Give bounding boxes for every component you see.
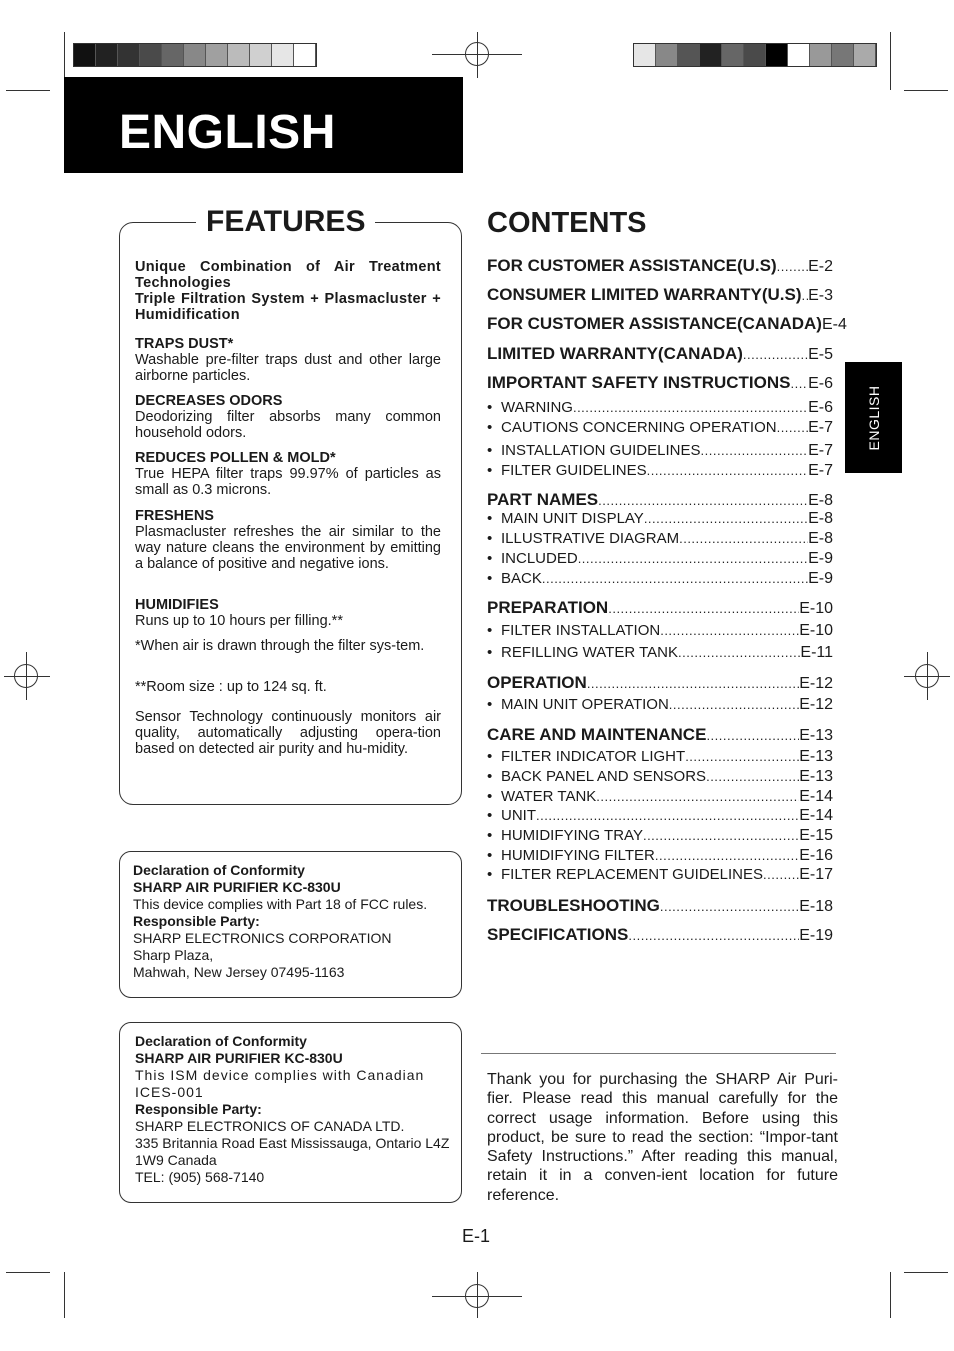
features-heading: FEATURES xyxy=(196,205,375,239)
toc-entry xyxy=(487,373,833,393)
toc-page: E-5 xyxy=(808,346,833,363)
features-note: **Room size : up to 124 sq. ft. xyxy=(135,679,327,695)
toc-label: IMPORTANT SAFETY INSTRUCTIONS xyxy=(487,373,791,392)
features-note: Sensor Technology continuously monitors air quality, automatically adjusting opera-tion based on detected air purity and hu-midity. xyxy=(135,709,441,757)
toc-leader-dots xyxy=(777,420,809,435)
toc-entry xyxy=(487,673,833,693)
feature-item xyxy=(135,336,441,384)
toc-subentry xyxy=(487,644,833,662)
toc-leader-dots xyxy=(777,259,808,274)
feature-text: Runs up to 10 hours per filling.** xyxy=(135,613,343,629)
side-tab-label: ENGLISH xyxy=(865,385,882,450)
toc-page: E-14 xyxy=(799,788,833,805)
toc-label: • FILTER INDICATOR LIGHT xyxy=(487,748,685,765)
toc-label: • CAUTIONS CONCERNING OPERATION xyxy=(487,419,777,436)
feature-item xyxy=(135,450,441,498)
toc-leader-dots xyxy=(655,848,799,863)
toc-label: • BACK PANEL AND SENSORS xyxy=(487,768,706,785)
toc-entry xyxy=(487,598,833,618)
responsible-party-line: TEL: (905) 568-7140 xyxy=(135,1169,265,1185)
toc-label: SPECIFICATIONS xyxy=(487,925,629,944)
toc-leader-dots xyxy=(669,697,799,712)
toc-subentry xyxy=(487,550,833,568)
toc-page: E-17 xyxy=(799,866,833,883)
toc-subentry xyxy=(487,866,833,884)
toc-subentry xyxy=(487,510,833,528)
feature-item xyxy=(135,508,441,572)
toc-subentry xyxy=(487,748,833,766)
toc-leader-dots xyxy=(644,511,808,526)
toc-page: E-10 xyxy=(799,600,833,617)
feature-title: HUMIDIFIES xyxy=(135,597,219,613)
feature-text: Washable pre-filter traps dust and other large airborne particles. xyxy=(135,352,441,384)
toc-page: E-7 xyxy=(808,419,833,436)
toc-subentry xyxy=(487,570,833,588)
toc-label: CARE AND MAINTENANCE xyxy=(487,725,707,744)
feature-item xyxy=(135,597,441,629)
toc-label: • INSTALLATION GUIDELINES xyxy=(487,442,701,459)
feature-item xyxy=(135,393,441,441)
toc-leader-dots xyxy=(542,571,808,586)
features-intro xyxy=(135,259,441,323)
toc-page: E-4 xyxy=(821,316,847,333)
toc-page: E-8 xyxy=(808,492,833,509)
toc-subentry xyxy=(487,696,833,714)
toc-page: E-18 xyxy=(799,898,833,915)
toc-subentry xyxy=(487,807,833,825)
toc-subentry xyxy=(487,462,833,480)
toc-entry xyxy=(487,896,833,916)
toc-leader-dots xyxy=(660,623,799,638)
toc-label: FOR CUSTOMER ASSISTANCE(U.S) xyxy=(487,256,777,275)
toc-label: • ILLUSTRATIVE DIAGRAM xyxy=(487,530,679,547)
toc-leader-dots xyxy=(706,769,799,784)
toc-subentry xyxy=(487,399,833,417)
features-intro-line2: Triple Filtration System + Plasmacluster + Humidification xyxy=(135,291,441,323)
feature-text: True HEPA filter traps 99.97% of particles as small as 0.3 microns. xyxy=(135,466,441,498)
toc-page: E-19 xyxy=(799,927,833,944)
toc-leader-dots xyxy=(596,789,799,804)
feature-text: Deodorizing filter absorbs many common household odors. xyxy=(135,409,441,441)
toc-label: LIMITED WARRANTY(CANADA) xyxy=(487,344,743,363)
responsible-party-label: Responsible Party: xyxy=(133,913,260,929)
toc-page: E-10 xyxy=(799,622,833,639)
toc-subentry xyxy=(487,768,833,786)
declaration-model: SHARP AIR PURIFIER KC-830U xyxy=(133,879,341,895)
toc-page: E-16 xyxy=(799,847,833,864)
toc-leader-dots xyxy=(536,808,799,823)
toc-label: PREPARATION xyxy=(487,598,609,617)
responsible-party-line: SHARP ELECTRONICS CORPORATION xyxy=(133,930,392,946)
toc-entry xyxy=(487,285,833,305)
toc-page: E-13 xyxy=(799,727,833,744)
toc-leader-dots xyxy=(678,645,800,660)
declaration-canada xyxy=(135,1033,451,1186)
toc-page: E-13 xyxy=(799,768,833,785)
responsible-party-label: Responsible Party: xyxy=(135,1101,262,1117)
toc-label: • INCLUDED xyxy=(487,550,578,567)
toc-label: • REFILLING WATER TANK xyxy=(487,644,678,661)
toc-entry xyxy=(487,925,833,945)
toc-leader-dots xyxy=(706,728,799,743)
toc-page: E-7 xyxy=(808,462,833,479)
toc-leader-dots xyxy=(608,601,799,616)
toc-page: E-11 xyxy=(800,644,833,661)
declaration-compliance: This ISM device complies with Canadian ICES-001 xyxy=(135,1067,425,1100)
toc-page: E-9 xyxy=(808,550,833,567)
toc-subentry xyxy=(487,442,833,460)
toc-entry xyxy=(487,344,833,364)
contents-heading: CONTENTS xyxy=(487,207,647,239)
feature-text: Plasmacluster refreshes the air similar to the way nature cleans the environment by emitting a balance of positive and negative ions. xyxy=(135,524,441,572)
toc-label: TROUBLESHOOTING xyxy=(487,896,660,915)
toc-page: E-8 xyxy=(808,530,833,547)
toc-leader-dots xyxy=(679,531,808,546)
feature-title: TRAPS DUST* xyxy=(135,336,234,352)
feature-title: REDUCES POLLEN & MOLD* xyxy=(135,450,336,466)
toc-leader-dots xyxy=(628,928,799,943)
toc-label: • FILTER INSTALLATION xyxy=(487,622,660,639)
toc-label: • FILTER REPLACEMENT GUIDELINES xyxy=(487,866,763,883)
toc-label: • HUMIDIFYING FILTER xyxy=(487,847,655,864)
toc-page: E-3 xyxy=(808,287,833,304)
toc-leader-dots xyxy=(647,463,809,478)
toc-leader-dots xyxy=(801,288,808,303)
toc-label: CONSUMER LIMITED WARRANTY(U.S) xyxy=(487,285,802,304)
responsible-party-line: Mahwah, New Jersey 07495-1163 xyxy=(133,964,345,980)
section-divider xyxy=(481,1053,836,1054)
toc-subentry xyxy=(487,530,833,548)
toc-entry xyxy=(487,725,833,745)
toc-page: E-7 xyxy=(808,442,833,459)
toc-page: E-14 xyxy=(799,807,833,824)
toc-page: E-2 xyxy=(808,258,833,275)
language-banner xyxy=(64,77,463,173)
toc-label: PART NAMES xyxy=(487,490,599,509)
toc-label: • HUMIDIFYING TRAY xyxy=(487,827,643,844)
toc-label: • UNIT xyxy=(487,807,536,824)
declaration-model: SHARP AIR PURIFIER KC-830U xyxy=(135,1050,343,1066)
toc-leader-dots xyxy=(573,400,808,415)
toc-label: • WATER TANK xyxy=(487,788,596,805)
toc-leader-dots xyxy=(701,443,809,458)
responsible-party-line: 335 Britannia Road East Mississauga, Ontario L4Z 1W9 Canada xyxy=(135,1135,450,1168)
responsible-party-line: Sharp Plaza, xyxy=(133,947,214,963)
thank-you-paragraph: Thank you for purchasing the SHARP Air Puri-fier. Please read this manual carefully for the correct usage information. Before using this product, be sure to read the section: “Impor-tant Safety Instructions.” After reading this manual, retain it in a conven-ient location for future reference. xyxy=(487,1071,838,1204)
toc-label: • WARNING xyxy=(487,399,573,416)
toc-label: • BACK xyxy=(487,570,542,587)
toc-label: FOR CUSTOMER ASSISTANCE(CANADA) xyxy=(487,314,822,333)
toc-leader-dots xyxy=(660,899,799,914)
toc-leader-dots xyxy=(763,867,799,882)
declaration-us xyxy=(133,862,457,981)
toc-label: • MAIN UNIT OPERATION xyxy=(487,696,669,713)
toc-page: E-8 xyxy=(808,510,833,527)
features-intro-line1: Unique Combination of Air Treatment Technologies xyxy=(135,259,441,291)
feature-title: DECREASES ODORS xyxy=(135,393,283,409)
toc-subentry xyxy=(487,827,833,845)
responsible-party-line: SHARP ELECTRONICS OF CANADA LTD. xyxy=(135,1118,405,1134)
toc-entry xyxy=(487,256,833,276)
toc-label: • MAIN UNIT DISPLAY xyxy=(487,510,644,527)
toc-leader-dots xyxy=(578,551,808,566)
toc-leader-dots xyxy=(743,347,808,362)
feature-title: FRESHENS xyxy=(135,508,214,524)
toc-subentry xyxy=(487,788,833,806)
toc-page: E-9 xyxy=(808,570,833,587)
toc-subentry xyxy=(487,419,833,437)
toc-page: E-15 xyxy=(799,827,833,844)
toc-subentry xyxy=(487,847,833,865)
features-note: *When air is drawn through the filter sys-tem. xyxy=(135,638,425,654)
toc-leader-dots xyxy=(791,376,809,391)
toc-leader-dots xyxy=(685,749,799,764)
toc-leader-dots xyxy=(643,828,799,843)
toc-label: • FILTER GUIDELINES xyxy=(487,462,647,479)
page-number: E-1 xyxy=(462,1226,491,1246)
color-bar-left xyxy=(73,43,317,67)
banner-title: ENGLISH xyxy=(119,106,336,159)
declaration-title: Declaration of Conformity xyxy=(135,1033,307,1049)
color-bar-right xyxy=(633,43,877,67)
toc-entry xyxy=(487,490,833,510)
declaration-title: Declaration of Conformity xyxy=(133,862,305,878)
toc-page: E-12 xyxy=(799,696,833,713)
toc-page: E-6 xyxy=(808,375,833,392)
toc-label: OPERATION xyxy=(487,673,587,692)
toc-page: E-6 xyxy=(808,399,833,416)
toc-entry xyxy=(487,314,847,334)
language-side-tab xyxy=(845,362,902,473)
toc-leader-dots xyxy=(598,493,808,508)
toc-page: E-12 xyxy=(799,675,833,692)
toc-page: E-13 xyxy=(799,748,833,765)
toc-subentry xyxy=(487,622,833,640)
toc-leader-dots xyxy=(587,676,799,691)
declaration-compliance: This device complies with Part 18 of FCC rules. xyxy=(133,896,428,912)
